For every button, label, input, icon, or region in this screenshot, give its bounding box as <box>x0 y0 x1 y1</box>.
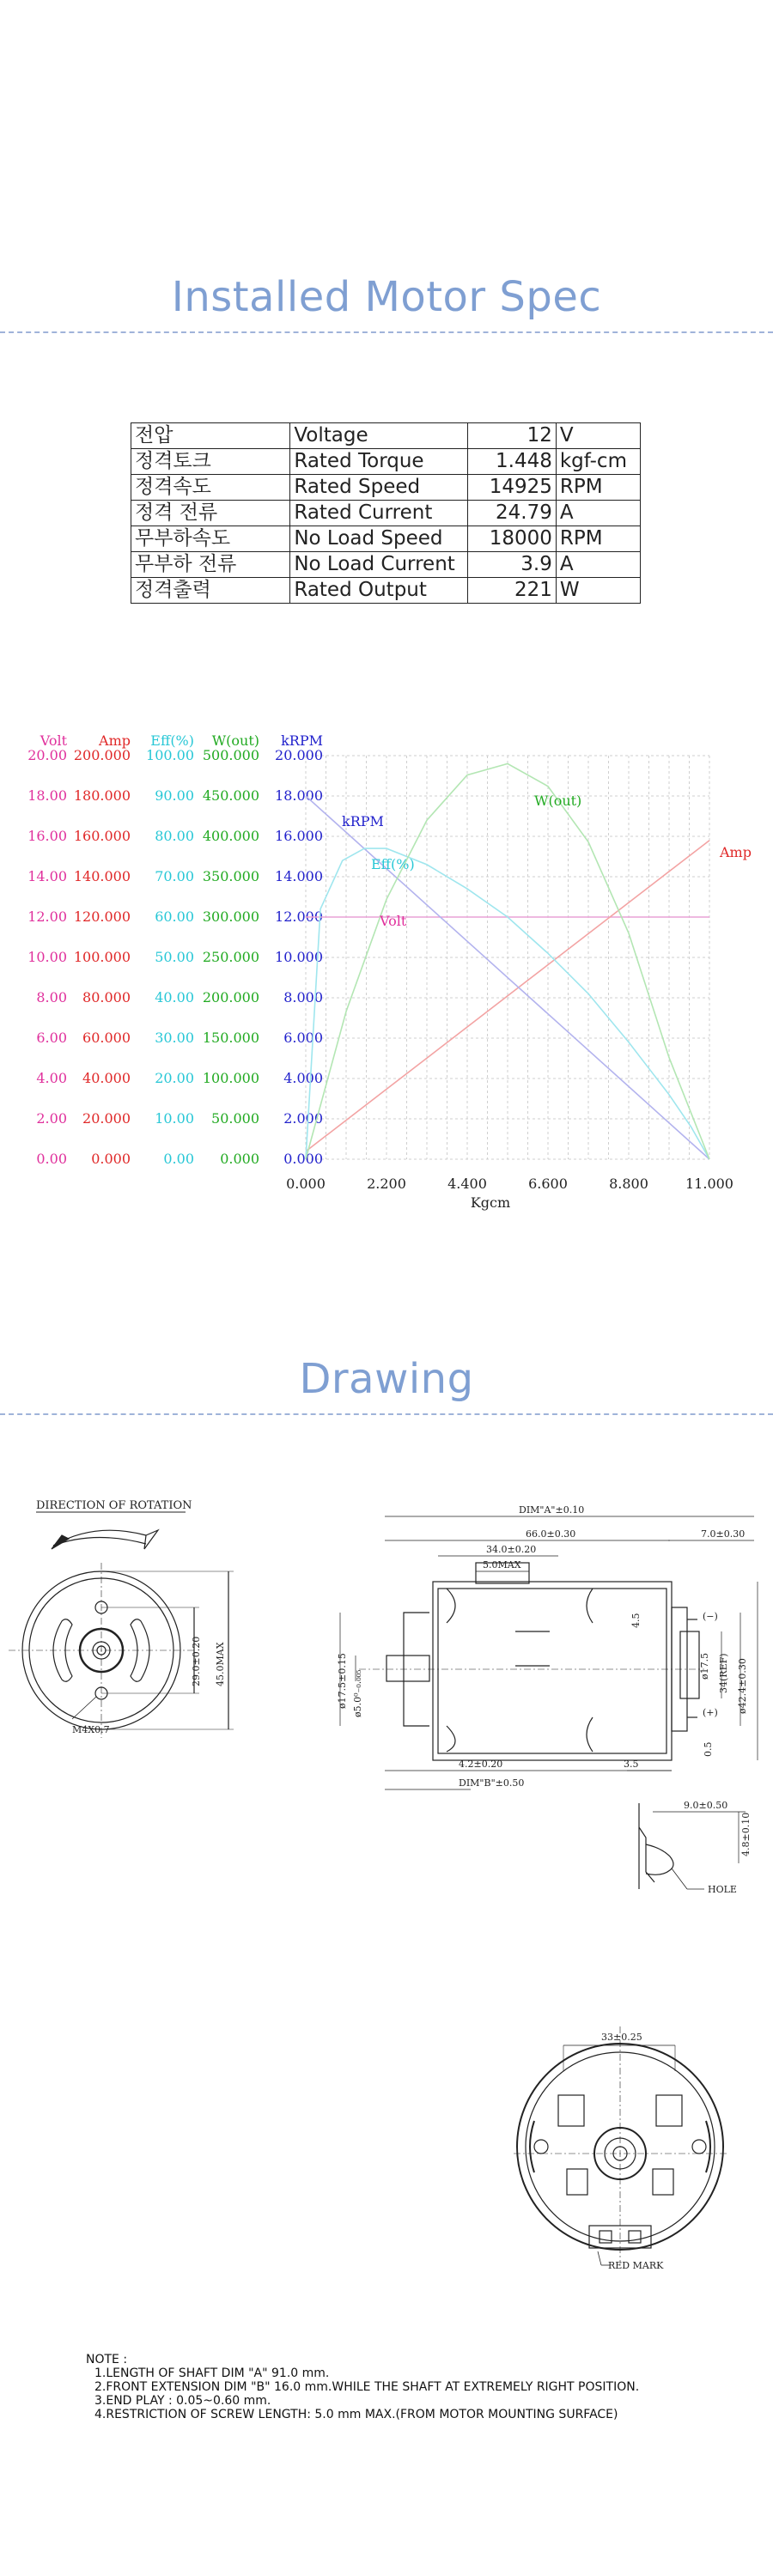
note-item: 2.FRONT EXTENSION DIM "B" 16.0 mm.WHILE THE SHAFT AT EXTREMELY RIGHT POSITION. <box>94 2380 640 2394</box>
axis-tick-label: 8.00 <box>36 989 67 1005</box>
table-row <box>131 449 641 475</box>
axis-header: Amp <box>99 732 131 749</box>
x-tick-label: 2.200 <box>367 1176 406 1192</box>
x-tick-label: 6.600 <box>528 1176 568 1192</box>
terminal-minus: (−) <box>703 1611 718 1622</box>
axis-tick-label: 40.000 <box>82 1070 131 1086</box>
axis-tick-label: 18.000 <box>275 787 323 804</box>
axis-tick-label: 10.00 <box>27 949 67 965</box>
spec-ko-label: 정격출력 <box>131 578 290 604</box>
axis-tick-label: 100.000 <box>73 949 131 965</box>
axis-header: Volt <box>40 732 67 749</box>
spec-value: 221 <box>467 578 556 604</box>
axis-tick-label: 140.000 <box>73 868 131 884</box>
dim-b: DIM"B"±0.50 <box>459 1777 525 1789</box>
dim-33: 33±0.25 <box>601 2032 642 2043</box>
spec-value: 24.79 <box>467 501 556 526</box>
axis-tick-label: 14.00 <box>27 868 67 884</box>
axis-tick-label: 200.000 <box>202 989 259 1005</box>
dim-29: 29.0±0.20 <box>191 1636 202 1686</box>
spec-ko-label: 무부하 전류 <box>131 552 290 578</box>
x-axis-label: Kgcm <box>470 1194 511 1211</box>
axis-tick-label: 10.00 <box>155 1110 194 1127</box>
rear-view <box>514 2026 728 2265</box>
axis-tick-label: 150.000 <box>202 1030 259 1046</box>
hole-detail <box>639 1803 746 1889</box>
axis-tick-label: 4.00 <box>36 1070 67 1086</box>
axis-tick-label: 40.00 <box>155 989 194 1005</box>
axis-tick-label: 10.000 <box>275 949 323 965</box>
axis-tick-label: 200.000 <box>73 747 131 763</box>
spec-en-label: No Load Current <box>290 552 467 578</box>
side-view <box>340 1516 758 1789</box>
series-label: Volt <box>380 913 407 929</box>
x-tick-label: 0.000 <box>286 1176 326 1192</box>
spec-ko-label: 정격토크 <box>131 449 290 475</box>
axis-header: kRPM <box>281 732 323 749</box>
axis-tick-label: 300.000 <box>202 908 259 925</box>
table-row <box>131 578 641 604</box>
terminal-plus: (+) <box>703 1707 718 1718</box>
table-row <box>131 423 641 449</box>
spec-table <box>131 422 641 604</box>
spec-section-title: Installed Motor Spec <box>171 273 602 321</box>
axis-tick-label: 400.000 <box>202 828 259 844</box>
note-item: 1.LENGTH OF SHAFT DIM "A" 91.0 mm. <box>94 2366 330 2380</box>
table-row <box>131 501 641 526</box>
spec-en-label: Rated Output <box>290 578 467 604</box>
axis-tick-label: 500.000 <box>202 747 259 763</box>
dim-7: 7.0±0.30 <box>701 1528 746 1540</box>
axis-tick-label: 20.000 <box>275 747 323 763</box>
series-label: Eff(%) <box>371 856 415 872</box>
axis-tick-label: 2.00 <box>36 1110 67 1127</box>
axis-tick-label: 50.000 <box>211 1110 259 1127</box>
spec-ko-label: 정격 전류 <box>131 501 290 526</box>
motor-technical-drawing <box>0 1460 773 2336</box>
spec-value: 12 <box>467 423 556 449</box>
section-divider <box>0 331 773 333</box>
dim-m4: M4X0.7 <box>72 1724 110 1735</box>
spec-ko-label: 전압 <box>131 423 290 449</box>
spec-unit: W <box>556 578 640 604</box>
axis-tick-label: 8.000 <box>283 989 323 1005</box>
dim-34-ref: 34(REF) <box>718 1653 729 1693</box>
axis-tick-label: 0.00 <box>36 1151 67 1167</box>
axis-tick-label: 0.000 <box>220 1151 259 1167</box>
axis-tick-label: 2.000 <box>283 1110 323 1127</box>
dim-9: 9.0±0.50 <box>684 1800 728 1811</box>
spec-en-label: Voltage <box>290 423 467 449</box>
spec-en-label: No Load Speed <box>290 526 467 552</box>
dim-4-2: 4.2±0.20 <box>459 1759 503 1770</box>
note-item: 4.RESTRICTION OF SCREW LENGTH: 5.0 mm MAX.(FROM MOTOR MOUNTING SURFACE) <box>94 2408 618 2421</box>
axis-tick-label: 60.00 <box>155 908 194 925</box>
spec-unit: RPM <box>556 475 640 501</box>
dim-dia-42-4: ø42.4±0.30 <box>737 1658 748 1714</box>
dim-a: DIM"A"±0.10 <box>519 1504 585 1516</box>
axis-tick-label: 60.000 <box>82 1030 131 1046</box>
axis-tick-label: 120.000 <box>73 908 131 925</box>
table-row <box>131 552 641 578</box>
axis-tick-label: 18.00 <box>27 787 67 804</box>
spec-unit: kgf-cm <box>556 449 640 475</box>
notes-block <box>86 2353 639 2421</box>
spec-ko-label: 정격속도 <box>131 475 290 501</box>
axis-tick-label: 350.000 <box>202 868 259 884</box>
axis-tick-label: 30.00 <box>155 1030 194 1046</box>
axis-tick-label: 4.000 <box>283 1070 323 1086</box>
axis-tick-label: 100.00 <box>146 747 194 763</box>
axis-tick-label: 70.00 <box>155 868 194 884</box>
axis-tick-label: 16.00 <box>27 828 67 844</box>
axis-tick-label: 20.000 <box>82 1110 131 1127</box>
table-row <box>131 526 641 552</box>
axis-tick-label: 0.000 <box>91 1151 131 1167</box>
series-label: Amp <box>720 844 752 860</box>
red-mark-label: RED MARK <box>608 2260 664 2271</box>
dim-66: 66.0±0.30 <box>526 1528 576 1540</box>
axis-header: Eff(%) <box>150 732 194 749</box>
axis-tick-label: 0.00 <box>163 1151 194 1167</box>
axis-header: W(out) <box>211 732 259 749</box>
dim-4-8: 4.8±0.10 <box>740 1812 752 1856</box>
axis-tick-label: 90.00 <box>155 787 194 804</box>
dim-34: 34.0±0.20 <box>486 1544 537 1555</box>
dim-4-5: 4.5 <box>630 1613 642 1628</box>
note-item: 3.END PLAY : 0.05~0.60 mm. <box>94 2394 271 2408</box>
axis-tick-label: 0.000 <box>283 1151 323 1167</box>
dim-dia-5: ø5.0⁰₋₀.₀₀₅ <box>352 1669 363 1717</box>
dim-dia-17-5a: ø17.5±0.15 <box>337 1653 348 1709</box>
dim-0-5: 0.5 <box>703 1741 714 1757</box>
axis-tick-label: 50.00 <box>155 949 194 965</box>
spec-ko-label: 무부하속도 <box>131 526 290 552</box>
drawing-section-title: Drawing <box>299 1355 474 1403</box>
spec-value: 14925 <box>467 475 556 501</box>
axis-tick-label: 16.000 <box>275 828 323 844</box>
axis-tick-label: 100.000 <box>202 1070 259 1086</box>
spec-en-label: Rated Speed <box>290 475 467 501</box>
x-tick-label: 11.000 <box>685 1176 733 1192</box>
series-label: kRPM <box>342 813 384 829</box>
direction-label: DIRECTION OF ROTATION <box>36 1499 192 1512</box>
axis-tick-label: 250.000 <box>202 949 259 965</box>
spec-en-label: Rated Torque <box>290 449 467 475</box>
axis-tick-label: 180.000 <box>73 787 131 804</box>
dim-dia-17-5b: ø17.5 <box>699 1652 710 1680</box>
axis-tick-label: 20.00 <box>27 747 67 763</box>
notes-title: NOTE : <box>86 2353 128 2366</box>
axis-tick-label: 12.00 <box>27 908 67 925</box>
axis-tick-label: 160.000 <box>73 828 131 844</box>
performance-chart <box>0 721 773 1219</box>
axis-tick-label: 6.00 <box>36 1030 67 1046</box>
axis-tick-label: 12.000 <box>275 908 323 925</box>
dim-3-5: 3.5 <box>624 1759 639 1770</box>
x-tick-label: 8.800 <box>609 1176 648 1192</box>
spec-unit: V <box>556 423 640 449</box>
dim-5max: 5.0MAX <box>483 1559 521 1571</box>
series-label: W(out) <box>534 793 582 809</box>
hole-label: HOLE <box>708 1884 737 1895</box>
x-tick-label: 4.400 <box>447 1176 487 1192</box>
table-row <box>131 475 641 501</box>
rotation-arrow-icon <box>52 1530 158 1549</box>
spec-value: 3.9 <box>467 552 556 578</box>
axis-tick-label: 450.000 <box>202 787 259 804</box>
spec-unit: RPM <box>556 526 640 552</box>
axis-tick-label: 20.00 <box>155 1070 194 1086</box>
axis-tick-label: 6.000 <box>283 1030 323 1046</box>
axis-tick-label: 80.000 <box>82 989 131 1005</box>
spec-unit: A <box>556 552 640 578</box>
axis-tick-label: 80.00 <box>155 828 194 844</box>
spec-en-label: Rated Current <box>290 501 467 526</box>
spec-value: 1.448 <box>467 449 556 475</box>
spec-unit: A <box>556 501 640 526</box>
axis-tick-label: 14.000 <box>275 868 323 884</box>
section-divider <box>0 1413 773 1415</box>
dim-45max: 45.0MAX <box>215 1642 226 1686</box>
spec-value: 18000 <box>467 526 556 552</box>
